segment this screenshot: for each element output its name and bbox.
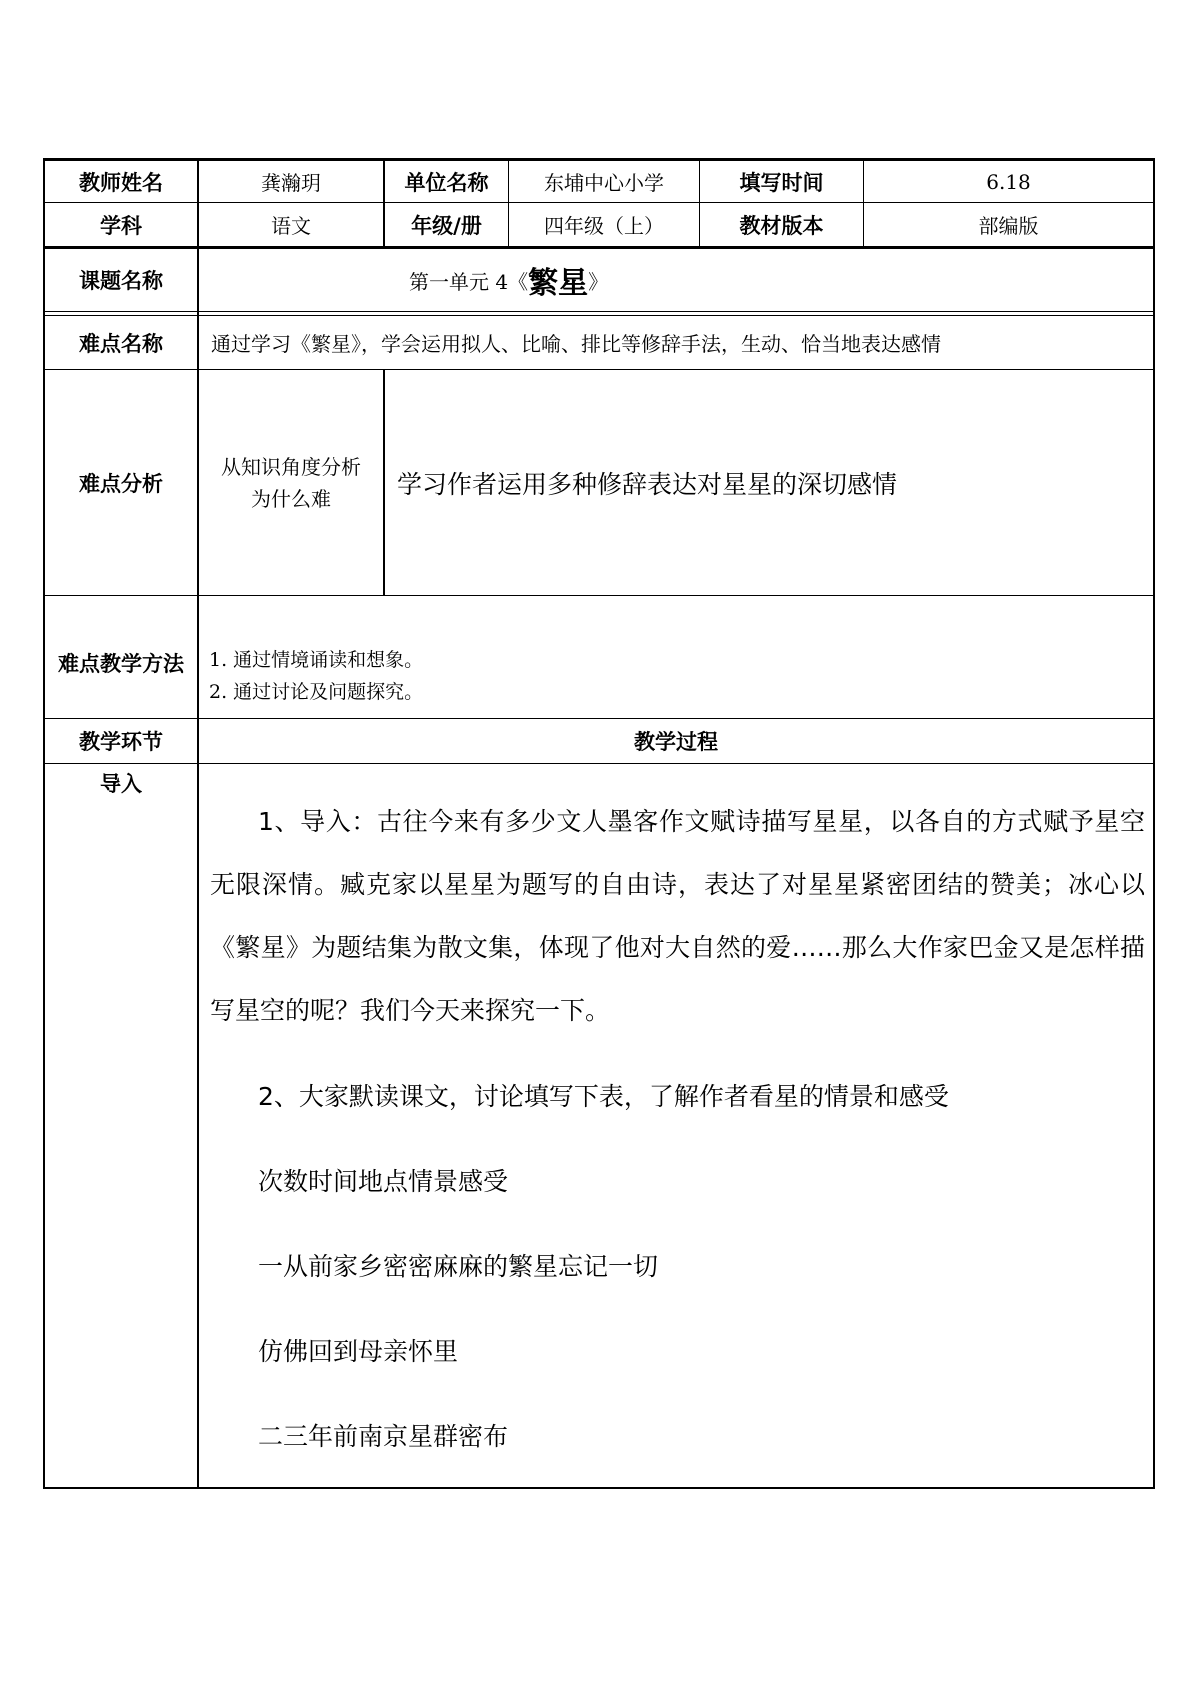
analysis-angle-line2: 为什么难 bbox=[251, 486, 331, 511]
process-line-5: 仿佛回到母亲怀里 bbox=[258, 1337, 459, 1366]
teaching-method-label: 难点教学方法 bbox=[58, 652, 184, 676]
lesson-title-main: 繁星 bbox=[528, 266, 589, 301]
difficulty-name-value: 通过学习《繁星》，学会运用拟人、比喻、排比等修辞手法，生动、恰当地表达感情 bbox=[211, 332, 941, 356]
teaching-method-1: 1. 通过情境诵读和想象。 bbox=[209, 649, 424, 671]
unit-value: 东埔中心小学 bbox=[544, 171, 664, 195]
lesson-title-label: 课题名称 bbox=[79, 269, 163, 293]
teacher-name-value: 龚瀚玥 bbox=[261, 171, 321, 195]
border-right bbox=[1153, 158, 1155, 1489]
grade-label: 年级/册 bbox=[411, 213, 482, 238]
lesson-title-suffix: 》 bbox=[588, 269, 609, 294]
difficulty-analysis-label: 难点分析 bbox=[79, 471, 163, 496]
stage-intro: 导入 bbox=[100, 772, 142, 796]
process-para-1: 1、导入：古往今来有多少文人墨客作文赋诗描写星星，以各自的方式赋予星空无限深情。臧克家以星星为题写的自由诗，表达了对星星紧密团结的赞美；冰心以《繁星》为题结集为散文集，体现了他对大自然的爱……那么大作家巴金又是怎样描写星空的呢？我们今天来探究一下。 bbox=[210, 807, 1145, 1025]
border-row7 bbox=[43, 763, 1155, 764]
border-bottom bbox=[43, 1487, 1155, 1489]
analysis-angle bbox=[199, 370, 383, 595]
teaching-method-2: 2. 通过讨论及问题探究。 bbox=[209, 681, 424, 703]
lesson-title-value bbox=[199, 249, 1153, 311]
edition-label: 教材版本 bbox=[739, 213, 824, 238]
border-row3a bbox=[43, 311, 1155, 312]
unit-label: 单位名称 bbox=[404, 170, 489, 195]
process-line-6: 二三年前南京星群密布 bbox=[258, 1422, 509, 1451]
analysis-text: 学习作者运用多种修辞表达对星星的深切感情 bbox=[397, 469, 898, 499]
date-label: 填写时间 bbox=[739, 170, 824, 195]
process-line-3: 次数时间地点情景感受 bbox=[258, 1167, 509, 1196]
process-line-4: 一从前家乡密密麻麻的繁星忘记一切 bbox=[258, 1252, 659, 1281]
grade-value: 四年级（上） bbox=[544, 214, 664, 238]
edition-value: 部编版 bbox=[978, 214, 1039, 238]
date-value: 6.18 bbox=[986, 169, 1031, 194]
analysis-angle-line1: 从知识角度分析 bbox=[221, 454, 361, 479]
subject-label: 学科 bbox=[100, 213, 142, 238]
lesson-title-prefix: 第一单元 4《 bbox=[409, 269, 529, 294]
process-para-2: 2、大家默读课文，讨论填写下表，了解作者看星的情景和感受 bbox=[258, 1082, 949, 1111]
difficulty-name-label: 难点名称 bbox=[79, 331, 163, 356]
teaching-stage-header: 教学环节 bbox=[79, 730, 163, 754]
teaching-process-header: 教学过程 bbox=[634, 730, 718, 754]
teacher-name-label: 教师姓名 bbox=[79, 170, 163, 195]
teaching-method-value bbox=[199, 596, 1153, 718]
subject-value: 语文 bbox=[271, 214, 311, 238]
